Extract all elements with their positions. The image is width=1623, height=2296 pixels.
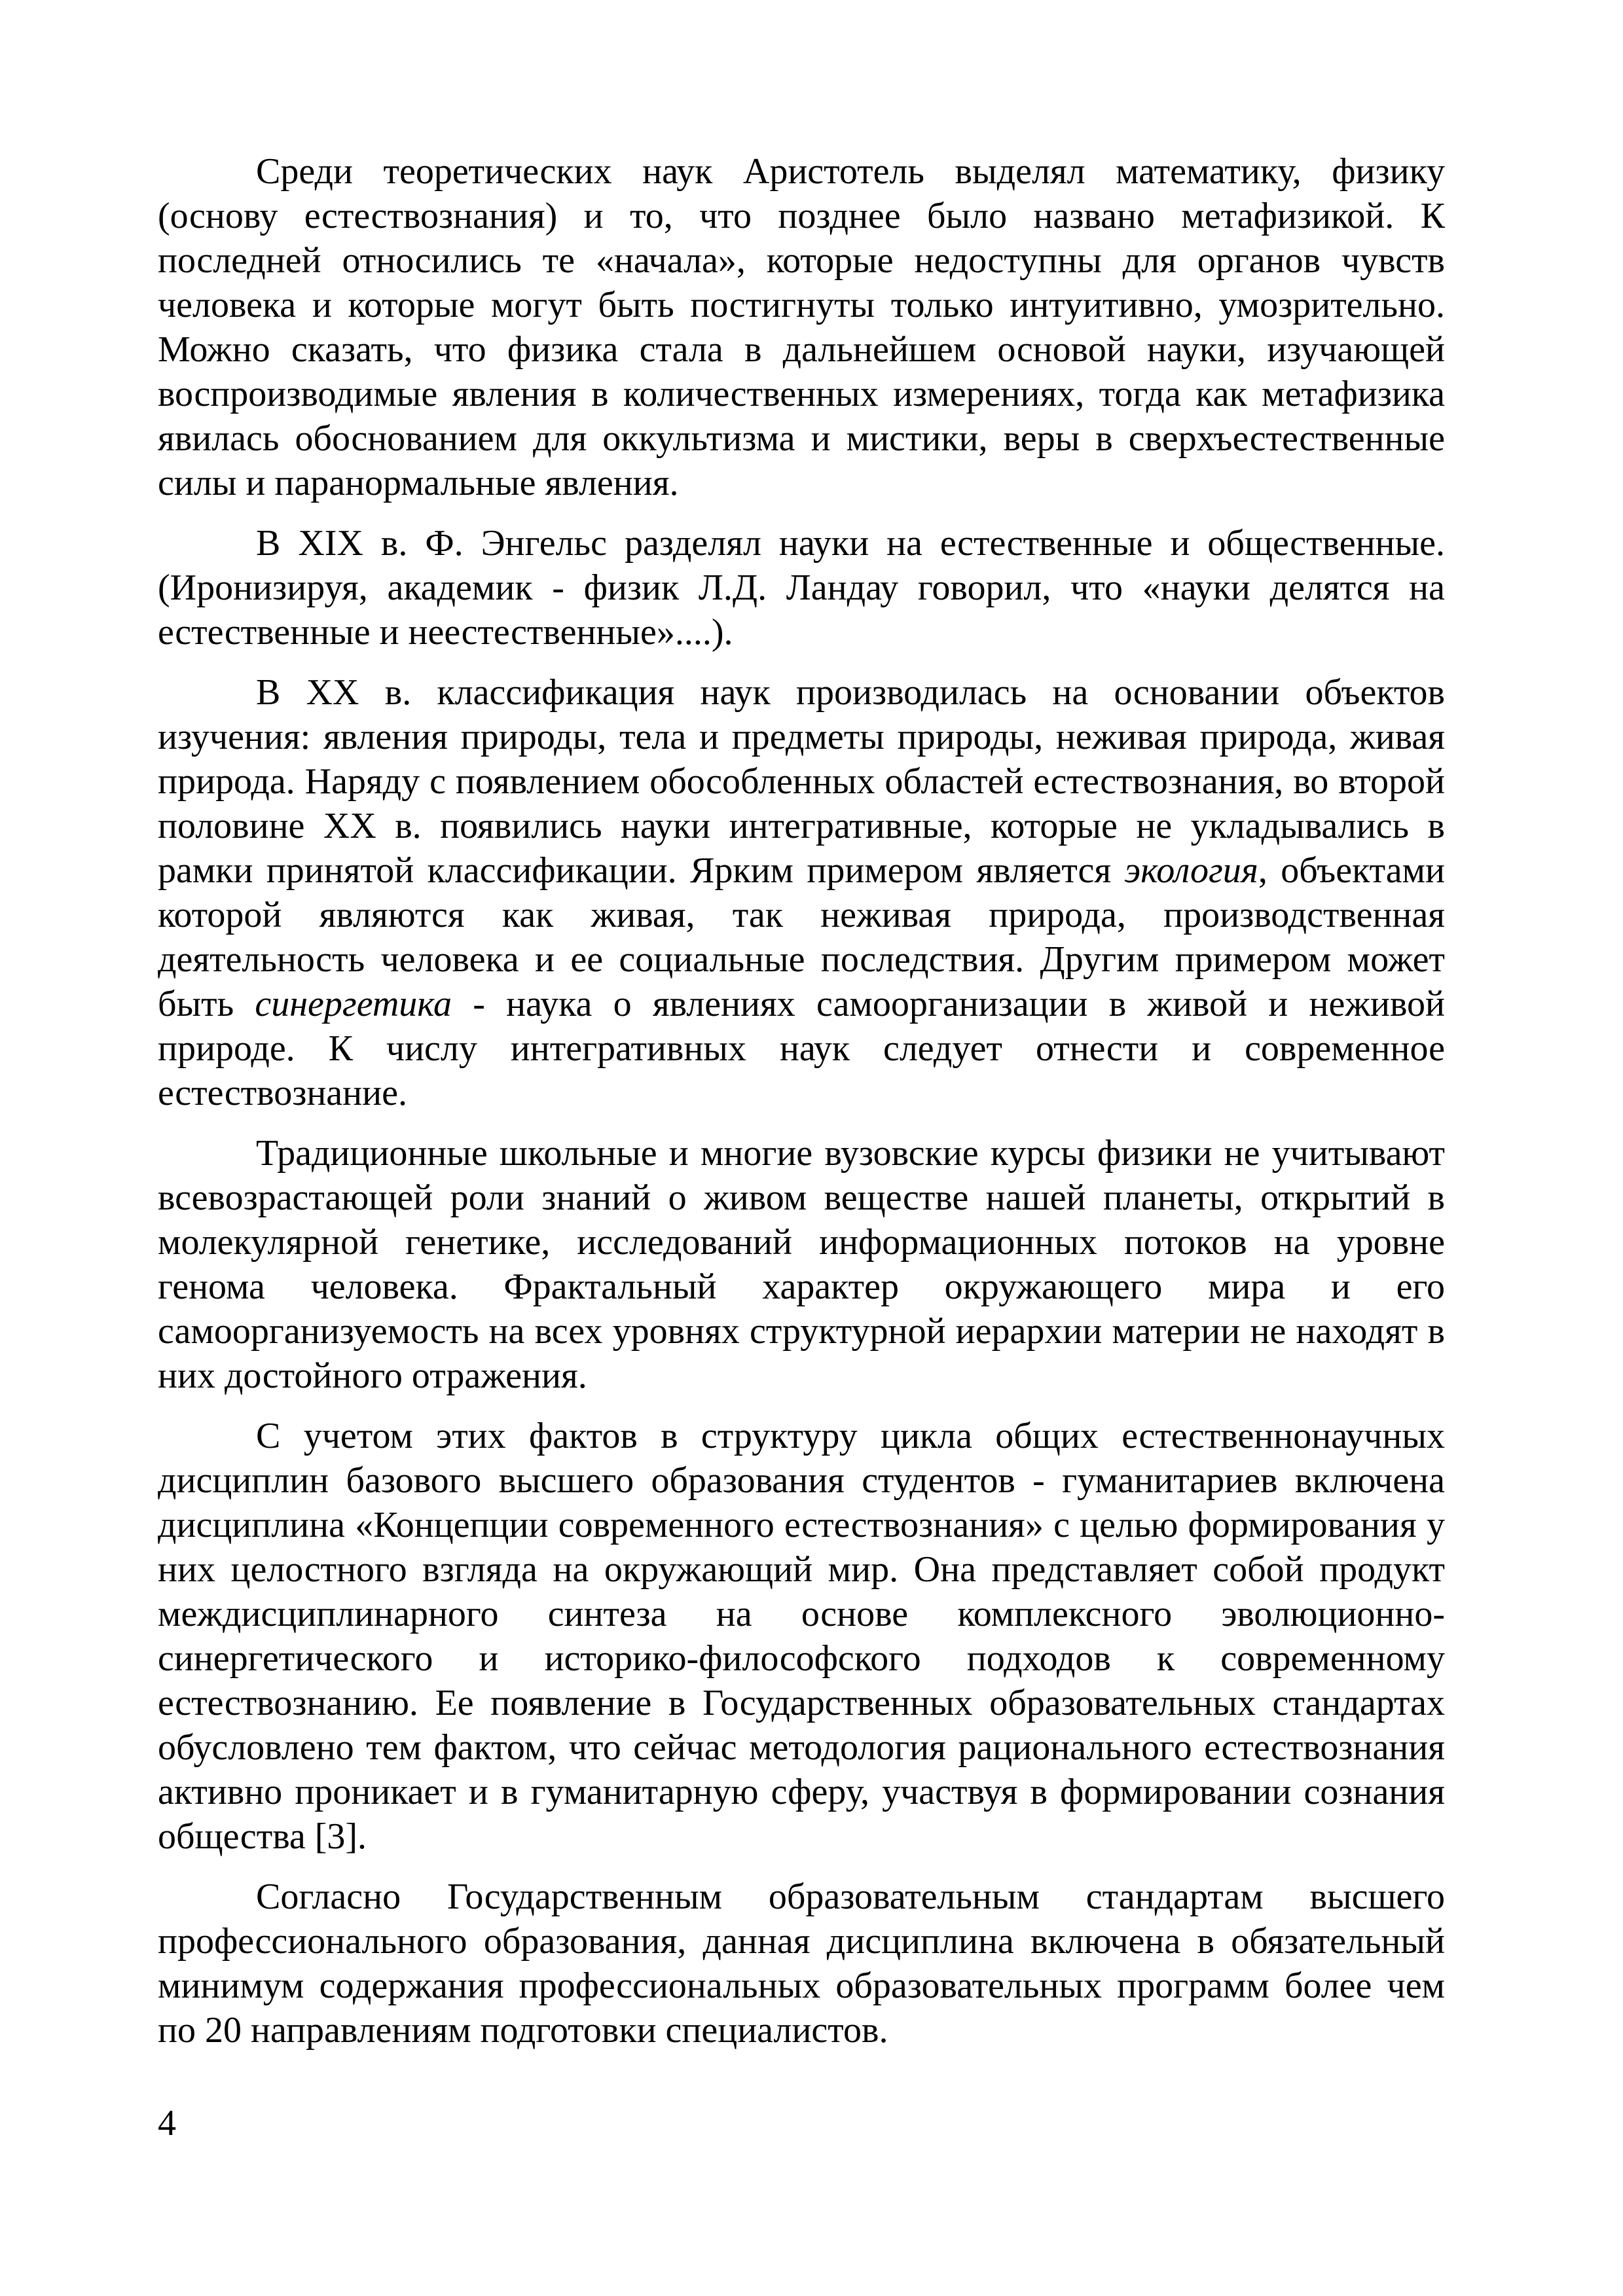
paragraph-discipline-introduction xyxy=(158,1414,1445,1859)
paragraph-aristotle-sciences xyxy=(158,149,1445,505)
page-body xyxy=(158,149,1445,2068)
paragraph-engels-classification xyxy=(158,521,1445,655)
paragraph-text: , объектами которой являются как живая, так неживая природа, производственная деятельность человека и ее социальные последствия. Другим примером может быть xyxy=(158,850,1445,1024)
page-number: 4 xyxy=(158,2103,176,2144)
paragraph-physics-courses xyxy=(158,1131,1445,1398)
paragraph-text: - наука о явлениях самоорганизации в живой и неживой природе. К числу интегративных наук следует отнести и современное естествознание. xyxy=(158,984,1445,1113)
paragraph-text: Согласно Государственным образовательным стандартам высшего профессионального образования, данная дисциплина включена в обязательный минимум содержания профессиональных образовательных программ более чем по 20 направлениям подготовки специалистов. xyxy=(158,1876,1445,2051)
paragraph-text: Традиционные школьные и многие вузовские курсы физики не учитывают всевозрастающей роли знаний о живом веществе нашей планеты, открытий в молекулярной генетике, исследований информационных потоков на уровне генома человека. Фрактальный характер окружающего мира и его самоорганизуемость на всех уровнях структурной иерархии материи не находят в них достойного отражения. xyxy=(158,1133,1445,1396)
italic-term-ecology: экология xyxy=(1124,850,1258,891)
paragraph-text: Среди теоретических наук Аристотель выделял математику, физику (основу естествознания) и то, что позднее было названо метафизикой. К последней относились те «начала», которые недоступны для органов чувств человека и которые могут быть постигнуты только интуитивно, умозрительно. Можно сказать, что физика стала в дальнейшем основой науки, изучающей воспроизводимые явления в количественных измерениях, тогда как метафизика явилась обоснованием для оккультизма и мистики, веры в сверхъестественные силы и паранормальные явления. xyxy=(158,151,1445,503)
paragraph-state-standards xyxy=(158,1874,1445,2053)
paragraph-text: С учетом этих фактов в структуру цикла общих естественнонаучных дисциплин базового высшего образования студентов - гуманитариев включена дисциплина «Концепции современного естествознания» с целью формирования у них целостного взгляда на окружающий мир. Она представляет собой продукт междисциплинарного синтеза на основе комплексного эволюционно-синергетического и историко-философского подходов к современному естествознанию. Ее появление в Государственных образовательных стандартах обусловлено тем фактом, что сейчас методология рационального естествознания активно проникает и в гуманитарную сферу, участвуя в формировании сознания общества [3]. xyxy=(158,1416,1445,1857)
paragraph-text: В XX в. классификация наук производилась на основании объектов изучения: явления природы, тела и предметы природы, неживая природа, живая природа. Наряду с появлением обособленных областей естествознания, во второй половине XX в. появились науки интегративные, которые не укладывались в рамки принятой классификации. Ярким примером является xyxy=(158,672,1445,891)
italic-term-synergetics: синергетика xyxy=(255,984,452,1024)
paragraph-20th-century-classification xyxy=(158,670,1445,1115)
paragraph-text: В XIX в. Ф. Энгельс разделял науки на естественные и общественные. (Иронизируя, академик - физик Л.Д. Ландау говорил, что «науки делятся на естественные и неестественные»....). xyxy=(158,523,1445,653)
